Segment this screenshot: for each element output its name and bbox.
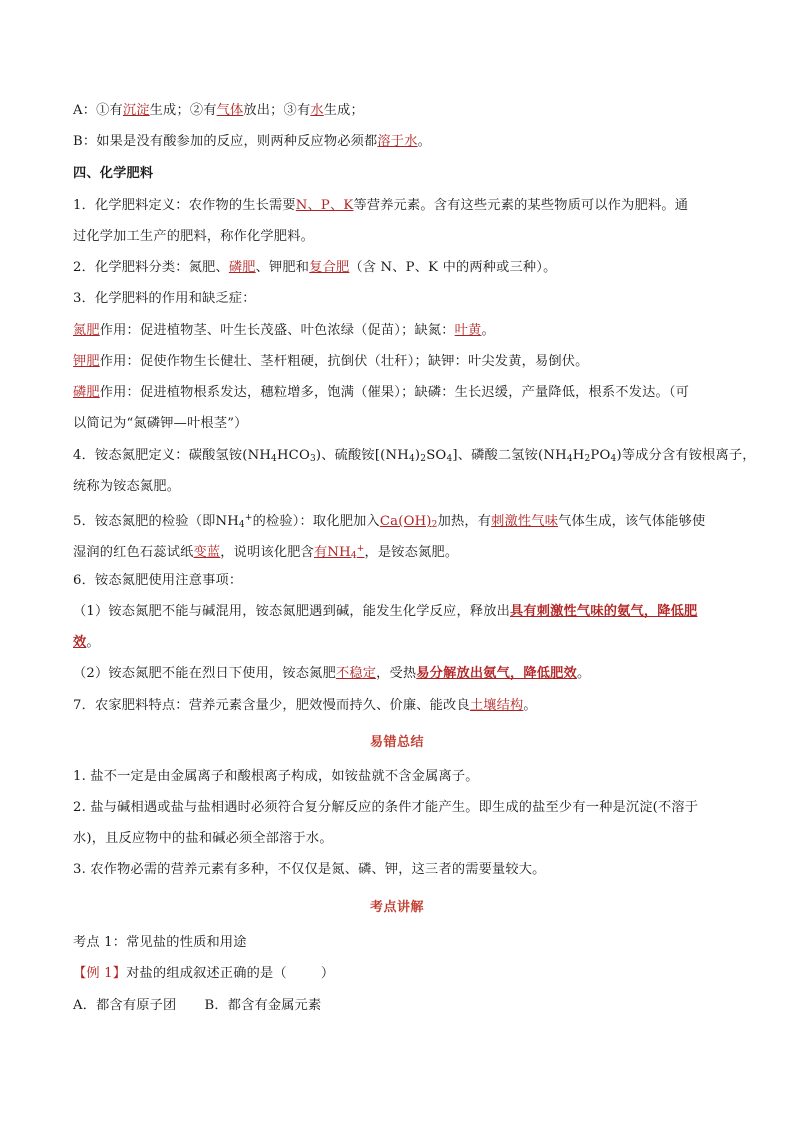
paragraph-6-1-cont: 效。: [73, 635, 100, 650]
potassium-line: 钾肥作用：促使作物生长健壮、茎杆粗硬，抗倒伏（壮秆）；缺钾：叶尖发黄，易倒伏。: [73, 354, 589, 369]
paragraph-4: 4．铵态氮肥定义：碳酸氢铵$(NH_4HCO_3)$、硫酸铵$[(NH_4)_2SO_4]$、磷酸二氢铵$(NH_4H_2PO_4)$等成分含有铵根离子，: [73, 448, 756, 464]
error-item-2-cont: 水)，且反应物中的盐和碱必须全部溶于水。: [73, 831, 333, 846]
paragraph-1: 1．化学肥料定义：农作物的生长需要N、P、K等营养元素。含有这些元素的某些物质可以作为肥料。通: [73, 198, 689, 213]
paragraph-2: 2．化学肥料分类：氮肥、磷肥、钾肥和复合肥（含 N、P、K 中的两种或三种）。: [73, 260, 557, 275]
example-1: 【例 1】对盐的组成叙述正确的是（ ）: [73, 966, 335, 981]
paragraph-4-cont: 统称为铵态氮肥。: [73, 479, 181, 494]
nitrogen-line: 氮肥作用：促进植物茎、叶生长茂盛、叶色浓绿（促苗）；缺氮：叶黄。: [73, 323, 495, 338]
paragraph-5: 5．铵态氮肥的检验（即$NH_4^+$的检验）：取化肥加入$Ca(OH)_2$加热，有刺激性气味气体生成，该气体能够使: [73, 513, 706, 530]
error-item-2: 2. 盐与碱相遇或盐与盐相遇时必须符合复分解反应的条件才能产生。即生成的盐至少有一种是沉淀(不溶于: [73, 800, 699, 815]
error-item-1: 1. 盐不一定是由金属离子和酸根离子构成，如铵盐就不含金属离子。: [73, 769, 479, 784]
paragraph-5-cont: 湿润的红色石蕊试纸变蓝，说明该化肥含有$NH_4^+$，是铵态氮肥。: [73, 544, 459, 561]
paragraph-6: 6．铵态氮肥使用注意事项：: [73, 573, 243, 588]
key-point-1: 考点 1：常见盐的性质和用途: [73, 935, 247, 950]
paragraph-6-1: （1）铵态氮肥不能与碱混用，铵态氮肥遇到碱，能发生化学反应，释放出具有刺激性气味的氨气，降低肥: [73, 604, 698, 619]
paragraph-3: 3．化学肥料的作用和缺乏症：: [73, 291, 256, 306]
options-line: [73, 995, 723, 1017]
line-a: A：①有沉淀生成；②有气体放出；③有水生成；: [73, 103, 364, 118]
section-heading: 四、化学肥料: [73, 166, 154, 181]
paragraph-6-2: （2）铵态氮肥不能在烈日下使用，铵态氮肥不稳定，受热易分解放出氨气，降低肥效。: [73, 666, 591, 681]
paragraph-7: 7．农家肥料特点：营养元素含量少，肥效慢而持久、价廉、能改良土壤结构。: [73, 698, 537, 713]
option-a: A．都含有原子团: [73, 998, 177, 1013]
section-title-errors: 易错总结: [369, 735, 424, 750]
section-title-points: 考点讲解: [369, 900, 424, 915]
phosphorus-line-cont: 以简记为“氮磷钾—叶根茎”）: [73, 416, 248, 431]
option-b: B．都含有金属元素: [204, 998, 322, 1013]
phosphorus-line: 磷肥作用：促进植物根系发达，穗粒增多，饱满（催果）；缺磷：生长迟缓，产量降低，根系不发达。（可: [73, 385, 690, 400]
error-item-3: 3. 农作物必需的营养元素有多种，不仅仅是氮、磷、钾，这三者的需要量较大。: [73, 862, 546, 877]
paragraph-1-cont: 过化学加工生产的肥料，称作化学肥料。: [73, 229, 314, 244]
line-b: B：如果是没有酸参加的反应，则两种反应物必须都溶于水。: [73, 134, 431, 149]
